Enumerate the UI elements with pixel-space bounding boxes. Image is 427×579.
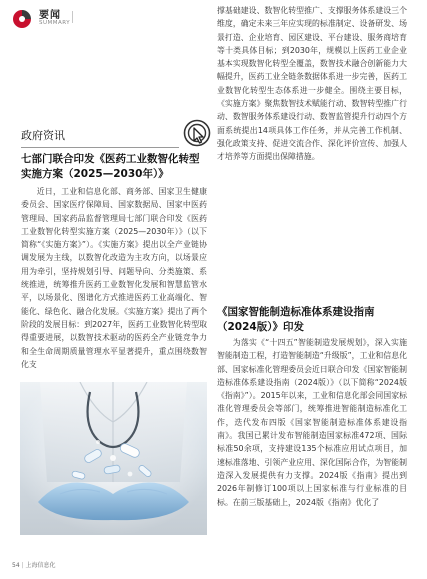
magazine-logo-icon bbox=[12, 9, 32, 29]
article-photo-hands-capsules bbox=[20, 382, 207, 535]
page-footer bbox=[12, 560, 56, 569]
click-cursor-icon bbox=[183, 119, 211, 147]
section-underline bbox=[21, 147, 179, 148]
header-title: 要闻 bbox=[39, 10, 61, 21]
page-number: 54 bbox=[12, 562, 20, 569]
header-subtitle: SUMMARY bbox=[39, 20, 71, 26]
article-1-body: 近日，工业和信息化部、商务部、国家卫生健康委员会、国家医疗保障局、国家数据局、国家中医药管理局、国家药品监督管理局七部门联合印发《医药工业数智化转型实施方案（2025—2030年）》（以下简称“《实施方案》”）。《实施方案》提出以全产业链协调发展为主线，以数智化改造为主攻方向，以场景应用为牵引，坚持规划引导、问题导向、分类施策、系统推进，统筹推升医药工业数智化发展和智慧监管水平，以场景化、图谱化方式推进医药工业高端化、智能化、绿色化、融合化发展。《实施方案》提出了两个阶段的发展目标：到2027年，医药工业数智化转型取得重要进展，以数智技术驱动的医药全产业链竞争力和全生命周期质量管理水平显著提升，重点围绕数智化支 bbox=[21, 187, 207, 369]
publication-name: 上海信息化 bbox=[25, 562, 56, 569]
header-divider bbox=[72, 11, 73, 23]
article-2-body: 为落实《“十四五”智能制造发展规划》，深入实施智能制造工程，打造智能制造“升级版”，工业和信息化部、国家标准化管理委员会近日联合印发《国家智能制造标准体系建设指南（2024版）》（以下简称“2024版《指南》”）。2015年以来，工业和信息化部会同国家标准化管理委员会等部门，统筹推进智能制造标准化工作，迭代发布四版《国家智能制造标准体系建设指南》。我国已累计发布智能制造国家标准472项、国际标准50余项，支持建设135个标准应用试点项目，加速标准落地、引领产业应用、深化国际合作，为智能制造深入发展提供有力支撑。2024版《指南》提出到2026年制修订100项以上国家标准与行业标准的目标。在前三版基础上，2024版《指南》优化了 bbox=[217, 338, 407, 507]
hands-with-capsules-illustration bbox=[20, 382, 207, 535]
section-title: 政府资讯 bbox=[21, 129, 65, 142]
article-1-continuation: 撑基础建设、数智化转型推广、支撑服务体系建设三个维度，确定未来三年应实现的标准制定、设备研发、场景打造、企业培育、园区建设、平台建设、服务商培育等十类具体目标；到2030年，规模以上医药工业企业基本实现数智化转型全覆盖，数智技术融合创新能力大幅提升，医药工业全链条数据体系进一步完善，医药工业数智化转型生态体系进一步健全。围绕主要目标，《实施方案》聚焦数智技术赋能行动、数智转型推广行动、数智服务体系建设行动、数智监管提升行动四个方面系统提出14项具体工作任务，并从完善工作机制、强化政策支持、促进交流合作、深化评价宣传、加强人才培养等方面提出保障措施。 bbox=[217, 6, 407, 162]
article-2-heading: 《国家智能制造标准体系建设指南（2024版）》印发 bbox=[217, 306, 375, 333]
article-1-heading: 七部门联合印发《医药工业数智化转型实施方案（2025—2030年）》 bbox=[21, 153, 200, 180]
footer-divider: | bbox=[21, 562, 26, 569]
